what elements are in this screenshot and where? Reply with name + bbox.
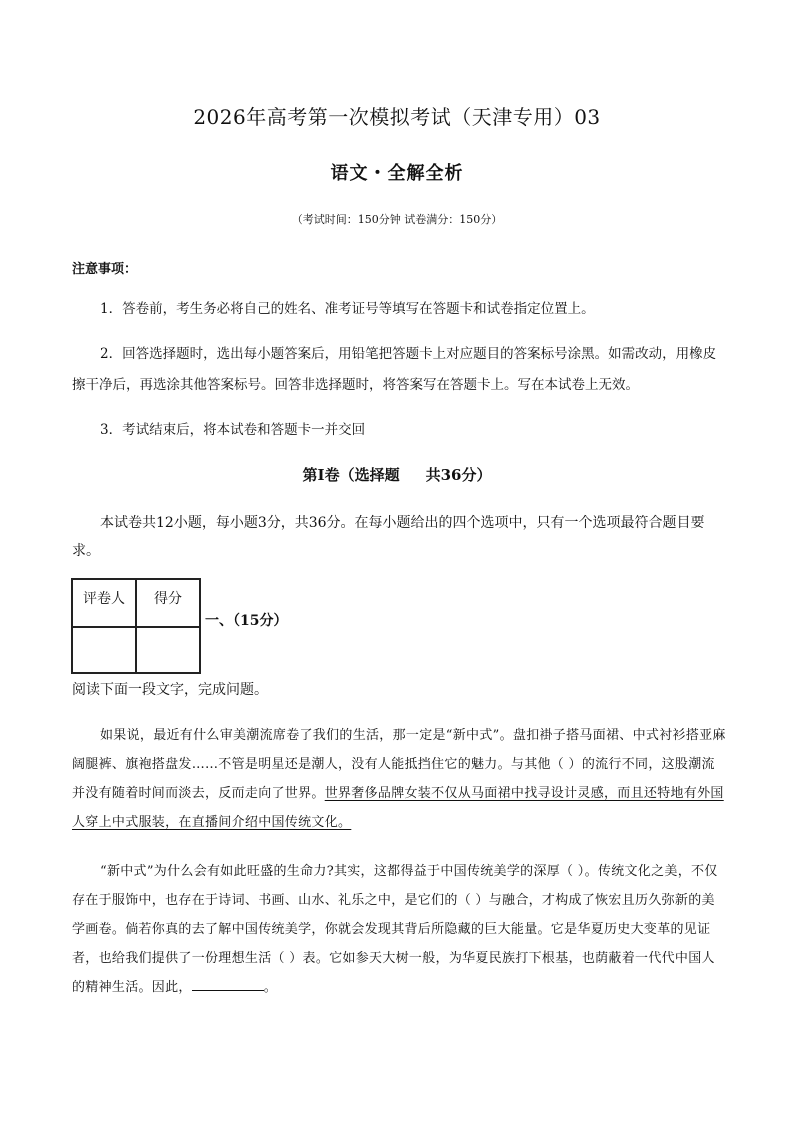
notes-heading: 注意事项： [72, 262, 138, 277]
reading-instruction: 阅读下面一段文字，完成问题。 [72, 682, 268, 698]
underlined-sentence: 世界奢侈品牌女装不仅从马面裙中找寻设计灵感，而且还特地有外国人穿上中式服装，在直播间介绍中国传统文化。 [72, 786, 724, 830]
passage-paragraph-1 [72, 721, 728, 837]
section-title [0, 464, 794, 485]
exam-info: （考试时间：150分钟 试卷满分：150分） [291, 213, 503, 226]
passage-p1-text: 如果说，最近有什么审美潮流席卷了我们的生活，那一定是“新中式”。盘扣褂子搭马面裙、中式衬衫搭亚麻阔腿裤、旗袍搭盘发……不管是明星还是潮人，没有人能抵挡住它的魅力。与其他（ ）的流行不同，这股潮流并没有随着时间而淡去，反而走向了世界。 [72, 728, 726, 801]
document-subtitle: 语文・全解全析 [330, 163, 464, 184]
grader-table [71, 578, 201, 674]
score-cell [136, 627, 200, 673]
note-item-3: 3．考试结束后，将本试卷和答题卡一并交回 [100, 422, 366, 438]
section-title-part1: 第Ⅰ卷（选择题 [302, 466, 400, 484]
note-item-1: 1．答卷前，考生务必将自己的姓名、准考证号等填写在答题卡和试卷指定位置上。 [100, 301, 595, 317]
passage-p2-end: 。 [263, 980, 278, 995]
fill-blank [192, 976, 264, 991]
note-item-2: 2．回答选择题时，选出每小题答案后，用铅笔把答题卡上对应题目的答案标号涂黑。如需改动，用橡皮擦干净后，再选涂其他答案标号。回答非选择题时，将答案写在答题卡上。写在本试卷上无效。 [72, 346, 717, 393]
passage-p2-text: “新中式”为什么会有如此旺盛的生命力?其实，这都得益于中国传统美学的深厚（ ）。传统文化之美，不仅存在于服饰中，也存在于诗词、书画、山水、礼乐之中，是它们的（ ）与融合，才构成了恢宏且历久弥新的美学画卷。倘若你真的去了解中国传统美学，你就会发现其背后所隐藏的巨大能量。它是华夏历史大变革的见证者，也给我们提供了一份理想生活（ ）表。它如参天大树一般，为华夏民族打下根基，也荫蔽着一代代中国人的精神生活。因此， [72, 864, 718, 995]
passage-paragraph-2 [72, 857, 728, 1002]
score-label: 得分 [136, 579, 200, 627]
grader-cell [72, 627, 136, 673]
question-label: 一、（15分） [205, 613, 288, 629]
section-title-part2: 共36分） [425, 466, 492, 484]
section-intro: 本试卷共12小题，每小题3分，共36分。在每小题给出的四个选项中，只有一个选项最符合题目要求。 [72, 515, 705, 559]
grader-label: 评卷人 [72, 579, 136, 627]
document-title: 2026年高考第一次模拟考试（天津专用）03 [193, 105, 601, 129]
